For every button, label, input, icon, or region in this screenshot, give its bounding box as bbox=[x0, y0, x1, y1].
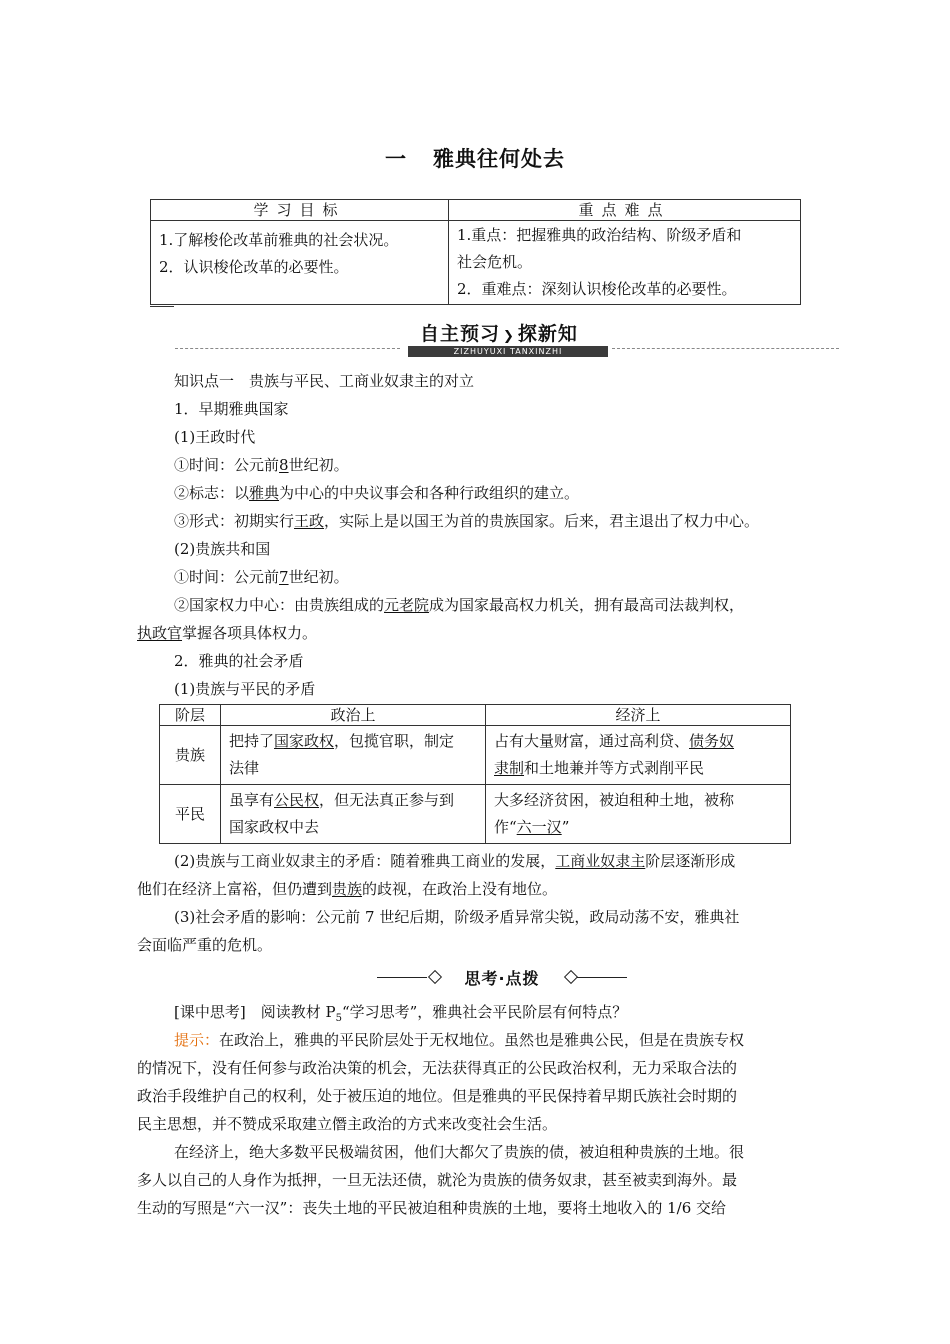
section-banner bbox=[408, 319, 608, 357]
blank-senate: 元老院 bbox=[384, 596, 430, 614]
contradiction-3-line-2: 会面临严重的危机。 bbox=[137, 936, 273, 954]
banner-right: 探新知 bbox=[517, 323, 578, 345]
commoner-political: 虽享有公民权，但无法真正参与到 国家政权中去 bbox=[221, 785, 486, 844]
contradiction-2-line-2: 他们在经济上富裕，但仍遭到贵族的歧视，在政治上没有地位。 bbox=[137, 880, 558, 898]
row-noble: 贵族 bbox=[160, 726, 221, 785]
goals-header: 学习目标 bbox=[151, 200, 449, 221]
table-row bbox=[160, 785, 791, 844]
row-commoner: 平民 bbox=[160, 785, 221, 844]
answer-line-4: 民主思想，并不赞成采取建立僭主政治的方式来改变社会生活。 bbox=[137, 1115, 558, 1133]
title-text: 雅典往何处去 bbox=[433, 147, 565, 171]
republic-time: ①时间：公元前7世纪初。 bbox=[174, 568, 349, 586]
answer-line-7: 生动的写照是“六一汉”：丧失土地的平民被迫租种贵族的土地，要将土地收入的 1/6 交给 bbox=[137, 1199, 727, 1217]
blank-monarchy: 王政 bbox=[294, 512, 325, 530]
key-point-line-1: 1.重点：把握雅典的政治结构、阶级矛盾和 bbox=[457, 226, 742, 244]
banner-subtitle: ZIZHUYUXI TANXINZHI bbox=[408, 346, 608, 357]
difficulty-cell bbox=[449, 221, 801, 305]
goals-cell bbox=[151, 221, 449, 305]
diamond-icon bbox=[564, 970, 578, 984]
key-point-line-2: 社会危机。 bbox=[457, 253, 533, 271]
power-center-line-2: 执政官掌握各项具体权力。 bbox=[137, 624, 318, 642]
monarchy-heading: (1)王政时代 bbox=[174, 428, 256, 446]
answer-line-2: 的情况下，没有任何参与政治决策的机会，无法获得真正的公民政治权利，无力采取合法的 bbox=[137, 1059, 738, 1077]
table-row bbox=[160, 726, 791, 785]
contradiction-3-line-1: (3)社会矛盾的影响：公元前 7 世纪后期，阶级矛盾异常尖锐，政局动荡不安，雅典社 bbox=[174, 908, 740, 926]
title-number: 一 bbox=[385, 147, 407, 171]
section-1-heading: 1．早期雅典国家 bbox=[174, 400, 289, 418]
commoner-economic: 大多经济贫困，被迫租种土地，被称 作“六一汉” bbox=[486, 785, 791, 844]
difficulty-header: 重点难点 bbox=[449, 200, 801, 221]
col-header-class: 阶层 bbox=[160, 705, 221, 726]
divider-left bbox=[175, 348, 400, 349]
republic-heading: (2)贵族共和国 bbox=[174, 540, 271, 558]
diamond-icon bbox=[428, 970, 442, 984]
power-center-line-1: ②国家权力中心：由贵族组成的元老院成为国家最高权力机关，拥有最高司法裁判权， bbox=[174, 596, 745, 614]
blank-8: 8 bbox=[279, 456, 289, 474]
table-foot-line bbox=[150, 306, 174, 307]
blank-7: 7 bbox=[279, 568, 289, 586]
answer-line-3: 政治手段维护自己的权利，处于被压迫的地位。但是雅典的平民保持着早期氏族社会时期的 bbox=[137, 1087, 738, 1105]
contradiction-2-line-1: (2)贵族与工商业奴隶主的矛盾：随着雅典工商业的发展，工商业奴隶主阶层逐渐形成 bbox=[174, 852, 736, 870]
noble-political: 把持了国家政权，包揽官职，制定 法律 bbox=[221, 726, 486, 785]
noble-economic: 占有大量财富，通过高利贷、债务奴 隶制和土地兼并等方式剥削平民 bbox=[486, 726, 791, 785]
goals-table bbox=[150, 199, 801, 305]
monarchy-mark: ②标志：以雅典为中心的中央议事会和各种行政组织的建立。 bbox=[174, 484, 580, 502]
question-line: [课中思考] 阅读教材 $P_5“$学习思考”，雅典社会平民阶层有何特点？ bbox=[174, 1003, 628, 1024]
banner-left: 自主预习 bbox=[420, 323, 501, 345]
class-contradiction-table bbox=[159, 704, 791, 844]
monarchy-form: ③形式：初期实行王政，实际上是以国王为首的贵族国家。后来，君主退出了权力中心。 bbox=[174, 512, 760, 530]
banner-arrow-icon: ❯ bbox=[503, 329, 515, 344]
answer-line-1: 提示：在政治上，雅典的平民阶层处于无权地位。虽然也是雅典公民，但是在贵族专权 bbox=[174, 1031, 745, 1049]
answer-line-6: 多人以自己的人身作为抵押，一旦无法还债，就沦为贵族的债务奴隶，甚至被卖到海外。最 bbox=[137, 1171, 738, 1189]
contradiction-1-heading: (1)贵族与平民的矛盾 bbox=[174, 680, 316, 698]
section-2-heading: 2．雅典的社会矛盾 bbox=[174, 652, 304, 670]
col-header-political: 政治上 bbox=[221, 705, 486, 726]
think-divider bbox=[377, 966, 627, 988]
blank-athens: 雅典 bbox=[249, 484, 280, 502]
col-header-economic: 经济上 bbox=[486, 705, 791, 726]
goal-item-2: 2．认识梭伦改革的必要性。 bbox=[159, 258, 349, 276]
hint-label: 提示： bbox=[174, 1031, 220, 1049]
goal-item-1: 1.了解梭伦改革前雅典的社会状况。 bbox=[159, 231, 399, 249]
knowledge-point-title: 知识点一 贵族与平民、工商业奴隶主的对立 bbox=[174, 372, 475, 390]
monarchy-time: ①时间：公元前8世纪初。 bbox=[174, 456, 349, 474]
think-label: 思考·点拨 bbox=[464, 969, 540, 988]
answer-line-5: 在经济上，绝大多数平民极端贫困，他们大都欠了贵族的债，被迫租种贵族的土地。很 bbox=[174, 1143, 745, 1161]
key-point-line-3: 2．重难点：深刻认识梭伦改革的必要性。 bbox=[457, 280, 737, 298]
divider-right bbox=[612, 348, 839, 349]
blank-archon: 执政官 bbox=[137, 624, 183, 642]
page-title bbox=[0, 143, 950, 173]
